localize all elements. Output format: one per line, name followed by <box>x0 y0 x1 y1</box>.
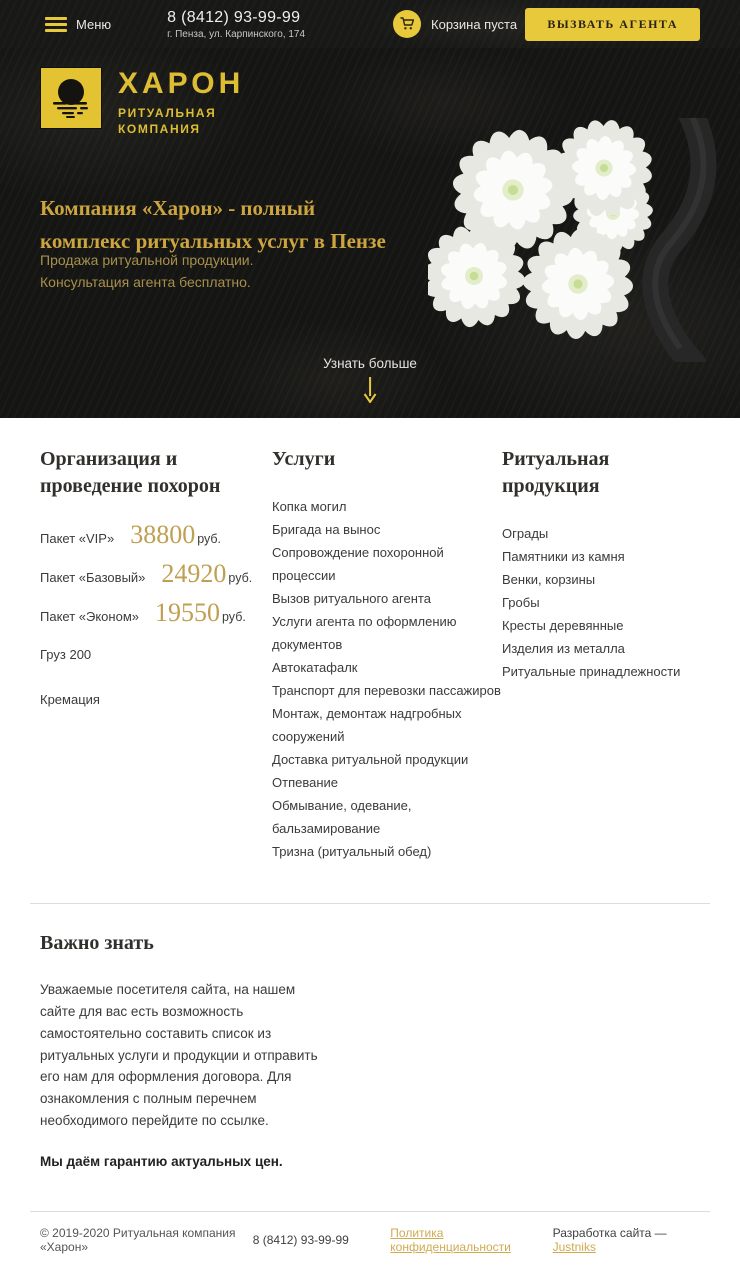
service-link[interactable]: Тризна (ритуальный обед) <box>272 844 432 859</box>
service-link[interactable]: Монтаж, демонтаж надгробных сооружений <box>272 706 462 744</box>
privacy-link[interactable]: Политика конфиденциальности <box>390 1225 511 1254</box>
copyright: © 2019-2020 Ритуальная компания «Харон» <box>40 1225 236 1254</box>
credits: Разработка сайта — Justniks <box>552 1225 667 1254</box>
header-contact <box>167 9 305 40</box>
cart-icon <box>393 10 421 38</box>
service-link[interactable]: Автокатафалк <box>272 660 358 675</box>
service-link[interactable]: Услуги агента по оформлению документов <box>272 614 457 652</box>
site-footer <box>30 1211 710 1266</box>
product-link[interactable]: Памятники из камня <box>502 549 625 564</box>
product-link[interactable]: Гробы <box>502 595 540 610</box>
cart-button[interactable] <box>393 10 517 38</box>
down-arrow-icon <box>363 377 377 403</box>
package-price: 19550 <box>155 598 220 627</box>
service-link[interactable]: Бригада на вынос <box>272 522 381 537</box>
hero-heading: Компания «Харон» - полный комплекс ритуальных услуг в Пензе <box>40 196 386 253</box>
hamburger-icon <box>45 17 67 32</box>
scroll-down[interactable] <box>323 356 417 408</box>
catalog-section <box>0 418 740 863</box>
notice-paragraph: Уважаемые посетителя сайта, на нашем сайте для вас есть возможность самостоятельно составить список из ритуальных услуги и продукции и отправить его нам для оформления договора. Для ознакомления с полным перечнем необходимого перейдите по ссылке. <box>40 982 318 1129</box>
flowers-image <box>428 118 740 362</box>
notice-heading: Важно знать <box>40 932 154 954</box>
guarantee-text: Мы даём гарантию актуальных цен. <box>40 1154 283 1170</box>
product-link[interactable]: Кресты деревянные <box>502 618 624 633</box>
address: г. Пенза, ул. Карпинского, 174 <box>167 28 306 40</box>
logo-sun-icon <box>40 67 102 129</box>
package-item[interactable]: Пакет «VIP» 38800 руб. <box>40 520 222 549</box>
products-list <box>502 522 700 683</box>
product-link[interactable]: Изделия из металла <box>502 641 625 656</box>
product-link[interactable]: Ограды <box>502 526 549 541</box>
packages-column <box>40 446 272 863</box>
logo[interactable] <box>40 67 244 137</box>
products-column <box>502 446 700 863</box>
scroll-label: Узнать больше <box>323 356 417 371</box>
packages-heading: Организация и проведение похорон <box>40 448 221 497</box>
package-item[interactable]: Груз 200 <box>40 647 92 662</box>
site-header <box>0 0 740 48</box>
product-link[interactable]: Венки, корзины <box>502 572 596 587</box>
service-link[interactable]: Отпевание <box>272 775 338 790</box>
service-link[interactable]: Обмывание, одевание, бальзамирование <box>272 798 412 836</box>
package-price: 24920 <box>161 559 227 588</box>
package-item[interactable]: Пакет «Эконом» 19550 руб. <box>40 598 246 627</box>
package-item[interactable]: Кремация <box>40 692 100 707</box>
developer-link[interactable]: Justniks <box>552 1239 596 1254</box>
services-list <box>272 495 502 863</box>
package-item[interactable]: Пакет «Базовый» 24920 руб. <box>40 559 253 588</box>
notice-section <box>0 904 740 1173</box>
logo-title: ХАРОН <box>118 67 245 100</box>
logo-subtitle: РИТУАЛЬНАЯ КОМПАНИЯ <box>118 106 217 137</box>
service-link[interactable]: Доставка ритуальной продукции <box>272 752 469 767</box>
service-link[interactable]: Сопровождение похоронной процессии <box>272 545 444 583</box>
product-link[interactable]: Ритуальные принадлежности <box>502 664 681 679</box>
footer-inner <box>30 1212 710 1266</box>
hero <box>0 48 740 418</box>
menu-label: Меню <box>76 16 112 32</box>
services-heading: Услуги <box>272 448 336 470</box>
products-heading: Ритуальная продукция <box>502 448 610 497</box>
cart-status: Корзина пуста <box>431 16 518 32</box>
service-link[interactable]: Транспорт для перевозки пассажиров <box>272 683 501 698</box>
menu-button[interactable] <box>45 17 111 32</box>
service-link[interactable]: Вызов ритуального агента <box>272 591 431 606</box>
footer-phone: 8 (8412) 93-99-99 <box>252 1232 349 1247</box>
services-column <box>272 446 502 863</box>
service-link[interactable]: Копка могил <box>272 499 347 514</box>
logo-text <box>118 67 244 137</box>
call-agent-button[interactable]: ВЫЗВАТЬ АГЕНТА <box>525 8 700 41</box>
hero-subtext: Продажа ритуальной продукции. Консультация агента бесплатно. <box>40 252 254 290</box>
phone-number[interactable]: 8 (8412) 93-99-99 <box>167 8 301 26</box>
package-price: 38800 <box>130 520 196 549</box>
